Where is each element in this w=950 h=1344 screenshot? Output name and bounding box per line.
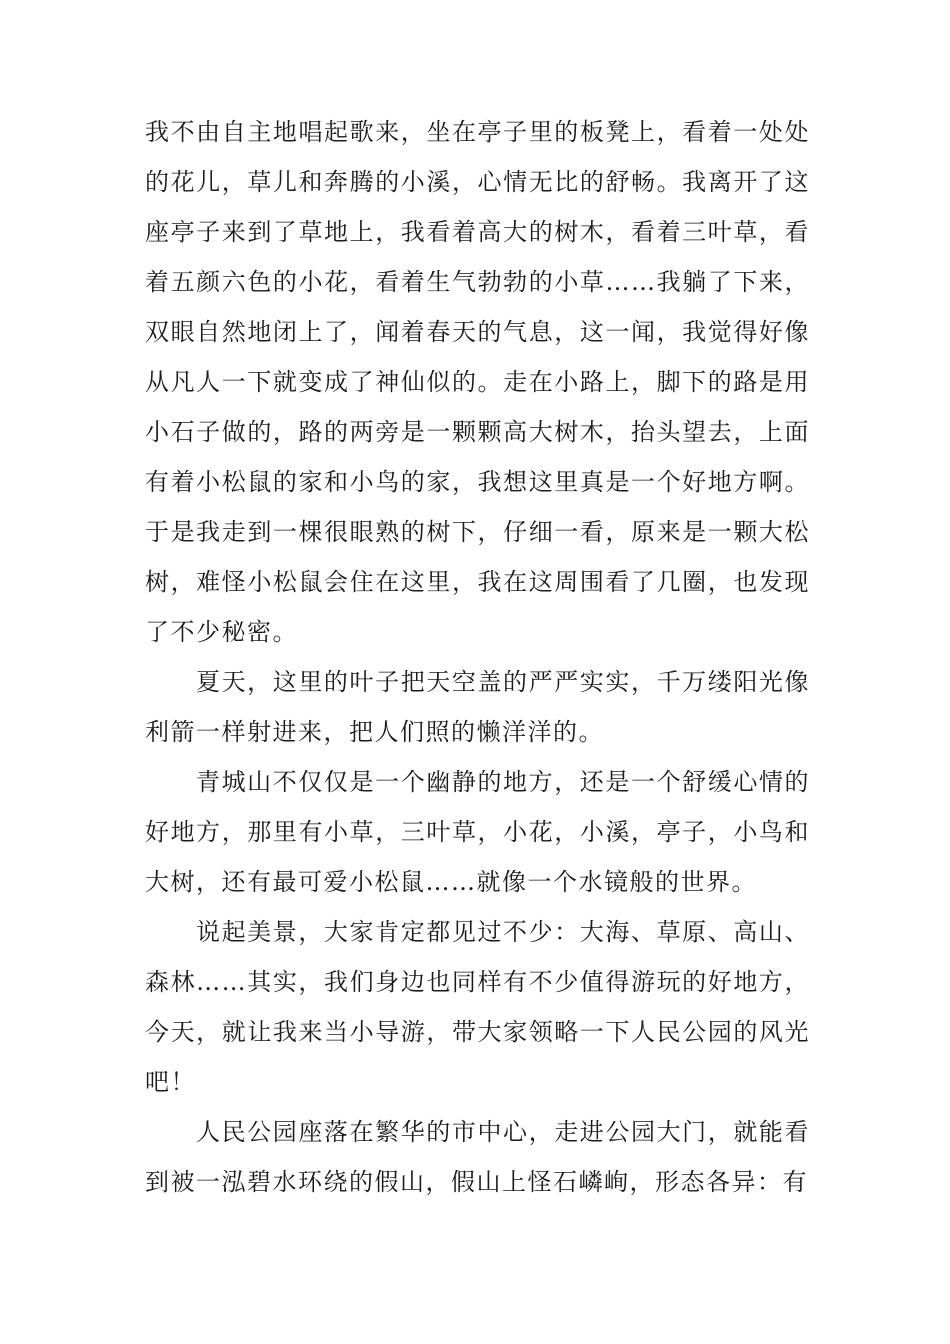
- paragraph-1: 我不由自主地唱起歌来，坐在亭子里的板凳上，看着一处处的花儿，草儿和奔腾的小溪，心情无比的舒畅。我离开了这座亭子来到了草地上，我看着高大的树木，看着三叶草，看着五颜六色的小花，看着生气勃勃的小草……我躺了下来，双眼自然地闭上了，闻着春天的气息，这一闻，我觉得好像从凡人一下就变成了神仙似的。走在小路上，脚下的路是用小石子做的，路的两旁是一颗颗高大树木，抬头望去，上面有着小松鼠的家和小鸟的家，我想这里真是一个好地方啊。于是我走到一棵很眼熟的树下，仔细一看，原来是一颗大松树，难怪小松鼠会住在这里，我在这周围看了几圈，也发现了不少秘密。: [145, 118, 810, 646]
- paragraph-4: 说起美景，大家肯定都见过不少：大海、草原、高山、森林……其实，我们身边也同样有不少值得游玩的好地方，今天，就让我来当小导游，带大家领略一下人民公园的风光吧！: [145, 918, 810, 1096]
- paragraph-3: 青城山不仅仅是一个幽静的地方，还是一个舒缓心情的好地方，那里有小草，三叶草，小花，小溪，亭子，小鸟和大树，还有最可爱小松鼠……就像一个水镜般的世界。: [145, 768, 810, 896]
- document-body: [145, 107, 810, 1207]
- paragraph-5: 人民公园座落在繁华的市中心，走进公园大门，就能看到被一泓碧水环绕的假山，假山上怪石嶙峋，形态各异：有: [145, 1118, 810, 1196]
- paragraph-2: 夏天，这里的叶子把天空盖的严严实实，千万缕阳光像利箭一样射进来，把人们照的懒洋洋的。: [145, 668, 810, 746]
